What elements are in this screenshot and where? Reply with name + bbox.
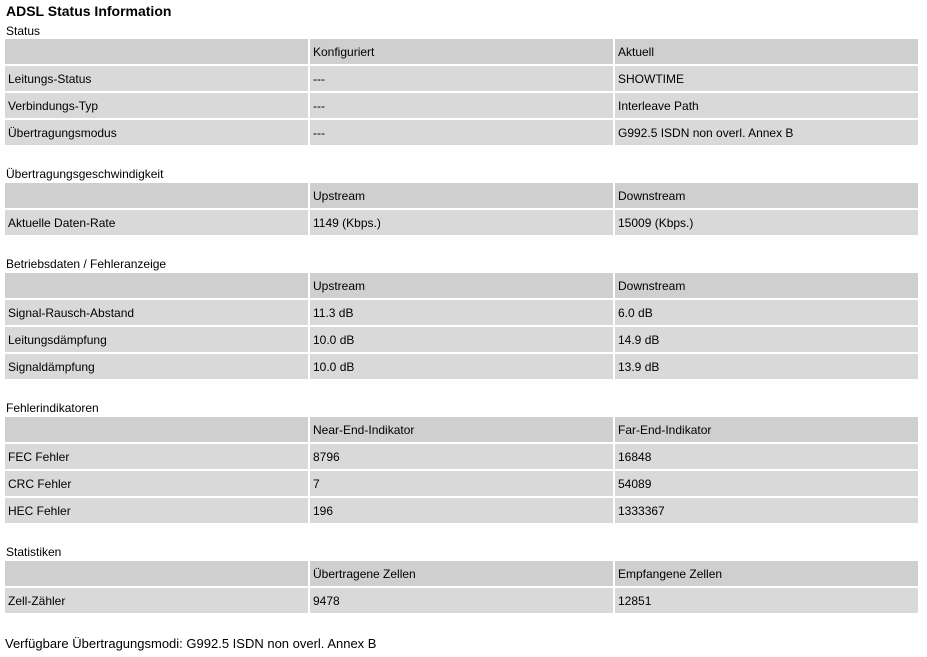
row-label: Zell-Zähler (5, 588, 310, 613)
row-label: Verbindungs-Typ (5, 93, 310, 120)
far-end-value: 1333367 (615, 498, 918, 523)
upstream-value: 10.0 dB (310, 327, 615, 354)
table-row (5, 327, 918, 354)
statistics-table (5, 561, 918, 613)
page-title: ADSL Status Information (6, 3, 172, 19)
downstream-value: 13.9 dB (615, 354, 918, 379)
table-row (5, 588, 918, 613)
status-header-label (5, 39, 310, 66)
transmitted-cells-value: 9478 (310, 588, 615, 613)
current-value: SHOWTIME (615, 66, 918, 93)
table-row (5, 498, 918, 523)
errors-header-row (5, 417, 918, 444)
errors-table (5, 417, 918, 523)
errors-section-label: Fehlerindikatoren (6, 401, 99, 415)
status-table (5, 39, 918, 145)
configured-value: --- (310, 66, 615, 93)
table-row (5, 66, 918, 93)
status-header-configured: Konfiguriert (310, 39, 615, 66)
speed-header-downstream: Downstream (615, 183, 918, 210)
available-modes-label: Verfügbare Übertragungsmodi: (5, 636, 183, 651)
speed-header-upstream: Upstream (310, 183, 615, 210)
row-label: Leitungs-Status (5, 66, 310, 93)
table-row (5, 93, 918, 120)
errors-header-label (5, 417, 310, 444)
table-row (5, 210, 918, 235)
upstream-value: 1149 (Kbps.) (310, 210, 615, 235)
errors-header-near-end: Near-End-Indikator (310, 417, 615, 444)
current-value: G992.5 ISDN non overl. Annex B (615, 120, 918, 145)
table-row (5, 120, 918, 145)
status-section-label: Status (6, 24, 41, 38)
downstream-value: 15009 (Kbps.) (615, 210, 918, 235)
row-label: FEC Fehler (5, 444, 310, 471)
downstream-value: 6.0 dB (615, 300, 918, 327)
statistics-header-label (5, 561, 310, 588)
speed-table (5, 183, 918, 235)
errors-header-far-end: Far-End-Indikator (615, 417, 918, 444)
row-label: Übertragungsmodus (5, 120, 310, 145)
statistics-header-received: Empfangene Zellen (615, 561, 918, 588)
status-header-row (5, 39, 918, 66)
downstream-value: 14.9 dB (615, 327, 918, 354)
operating-table (5, 273, 918, 379)
upstream-value: 11.3 dB (310, 300, 615, 327)
upstream-value: 10.0 dB (310, 354, 615, 379)
received-cells-value: 12851 (615, 588, 918, 613)
far-end-value: 54089 (615, 471, 918, 498)
operating-header-row (5, 273, 918, 300)
speed-header-label (5, 183, 310, 210)
available-modes-line (5, 636, 376, 652)
near-end-value: 8796 (310, 444, 615, 471)
table-row (5, 354, 918, 379)
row-label: Signal-Rausch-Abstand (5, 300, 310, 327)
table-row (5, 444, 918, 471)
row-label: Leitungsdämpfung (5, 327, 310, 354)
statistics-header-transmitted: Übertragene Zellen (310, 561, 615, 588)
table-row (5, 471, 918, 498)
speed-section-label: Übertragungsgeschwindigkeit (6, 167, 164, 181)
operating-header-label (5, 273, 310, 300)
status-header-current: Aktuell (615, 39, 918, 66)
operating-header-upstream: Upstream (310, 273, 615, 300)
current-value: Interleave Path (615, 93, 918, 120)
statistics-header-row (5, 561, 918, 588)
operating-section-label: Betriebsdaten / Fehleranzeige (6, 257, 167, 271)
configured-value: --- (310, 93, 615, 120)
table-row (5, 300, 918, 327)
far-end-value: 16848 (615, 444, 918, 471)
near-end-value: 7 (310, 471, 615, 498)
speed-header-row (5, 183, 918, 210)
row-label: Aktuelle Daten-Rate (5, 210, 310, 235)
operating-header-downstream: Downstream (615, 273, 918, 300)
near-end-value: 196 (310, 498, 615, 523)
available-modes-value: G992.5 ISDN non overl. Annex B (186, 636, 377, 651)
row-label: HEC Fehler (5, 498, 310, 523)
statistics-section-label: Statistiken (6, 545, 62, 559)
row-label: Signaldämpfung (5, 354, 310, 379)
row-label: CRC Fehler (5, 471, 310, 498)
configured-value: --- (310, 120, 615, 145)
